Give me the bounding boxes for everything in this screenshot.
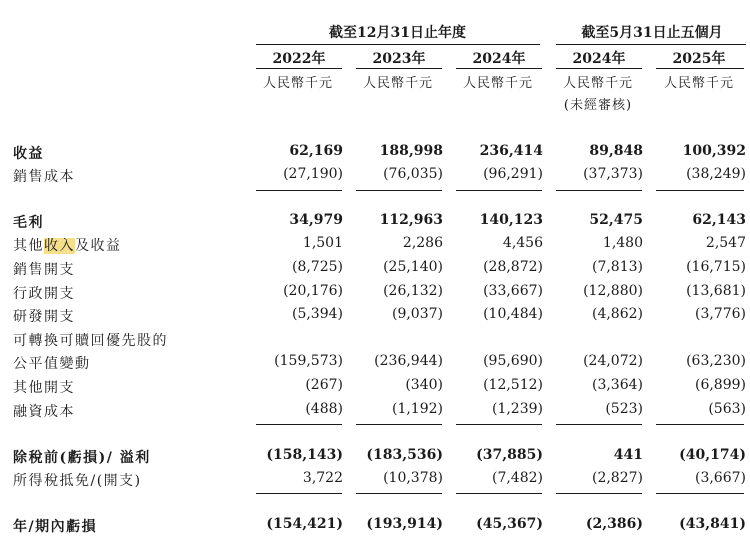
header-rule-1 — [256, 44, 540, 45]
value-cell: (10,484) — [483, 306, 543, 322]
value-cell: (267) — [305, 377, 343, 393]
value-cell: (4,862) — [591, 306, 643, 322]
unaudited-note: (未經審核) — [563, 98, 633, 113]
row-label: 銷售成本 — [13, 169, 75, 185]
value-cell: (523) — [605, 401, 643, 417]
row-label: 所得稅抵免/(開支) — [13, 473, 142, 489]
unit-label: 人民幣千元 — [663, 76, 734, 91]
subtotal-rule — [556, 493, 642, 494]
subtotal-rule — [356, 424, 442, 425]
row-label-part: 及收益 — [75, 238, 122, 254]
value-cell: (7,482) — [491, 470, 543, 486]
value-cell: (40,174) — [679, 447, 746, 463]
value-cell: (7,813) — [591, 259, 643, 275]
value-cell: (26,132) — [383, 283, 443, 299]
value-cell: 2,547 — [705, 235, 746, 251]
value-cell: (95,690) — [483, 353, 543, 369]
value-cell: (43,841) — [679, 516, 746, 532]
year-rule — [356, 68, 442, 69]
value-cell: (33,667) — [483, 283, 543, 299]
value-cell: (63,230) — [686, 353, 746, 369]
value-cell: (2,386) — [585, 516, 643, 532]
value-cell: 100,392 — [682, 143, 746, 159]
value-cell: (28,872) — [483, 259, 543, 275]
row-label — [13, 235, 122, 255]
subtotal-rule — [556, 424, 642, 425]
value-cell: (10,378) — [383, 470, 443, 486]
unit-label: 人民幣千元 — [462, 76, 533, 91]
subtotal-rule — [656, 493, 744, 494]
value-cell: 441 — [613, 447, 643, 463]
value-cell: (24,072) — [583, 353, 643, 369]
value-cell: (3,776) — [694, 306, 746, 322]
row-label-part: 其他 — [13, 238, 44, 254]
value-cell: 1,501 — [302, 235, 343, 251]
value-cell: (340) — [405, 377, 443, 393]
value-cell: (76,035) — [383, 166, 443, 182]
value-cell: (16,715) — [686, 259, 746, 275]
value-cell: 3,722 — [302, 470, 343, 486]
row-label: 銷售開支 — [13, 262, 75, 278]
subtotal-rule — [656, 190, 744, 191]
unit-label: 人民幣千元 — [362, 76, 433, 91]
subtotal-rule — [256, 190, 342, 191]
subtotal-rule — [256, 424, 342, 425]
year-2025-5m: 2025年 — [672, 51, 726, 67]
value-cell: (37,885) — [476, 447, 543, 463]
year-2024-5m: 2024年 — [572, 51, 626, 67]
value-cell: (158,143) — [266, 447, 343, 463]
value-cell: (488) — [305, 401, 343, 417]
value-cell: (38,249) — [686, 166, 746, 182]
subtotal-rule — [356, 493, 442, 494]
row-label: 年/期內虧損 — [13, 519, 98, 535]
year-2024: 2024年 — [472, 51, 526, 67]
unit-label: 人民幣千元 — [262, 76, 333, 91]
year-rule — [256, 68, 342, 69]
value-cell: (45,367) — [476, 516, 543, 532]
value-cell: (13,681) — [686, 283, 746, 299]
value-cell: 236,414 — [479, 143, 543, 159]
value-cell: (3,667) — [694, 470, 746, 486]
value-cell: 2,286 — [402, 235, 443, 251]
highlighted-text: 收入 — [44, 238, 75, 254]
row-label: 融資成本 — [13, 404, 75, 420]
subtotal-rule — [456, 493, 542, 494]
subtotal-rule — [356, 190, 442, 191]
value-cell: (9,037) — [391, 306, 443, 322]
header-period-year: 截至12月31日止年度 — [329, 25, 466, 41]
value-cell: (25,140) — [383, 259, 443, 275]
header-period-five-months: 截至5月31日止五個月 — [581, 25, 723, 41]
value-cell: (37,373) — [583, 166, 643, 182]
header-rule-2 — [556, 44, 746, 45]
subtotal-rule — [456, 424, 542, 425]
value-cell: 52,475 — [589, 212, 643, 228]
value-cell: (8,725) — [291, 259, 343, 275]
row-label: 除稅前(虧損)/ 溢利 — [13, 450, 151, 466]
value-cell: 34,979 — [289, 212, 343, 228]
value-cell: (2,827) — [591, 470, 643, 486]
subtotal-rule — [256, 493, 342, 494]
value-cell: 140,123 — [479, 212, 543, 228]
value-cell: 89,848 — [589, 143, 643, 159]
row-label: 毛利 — [13, 215, 44, 231]
value-cell: (183,536) — [366, 447, 443, 463]
subtotal-rule — [556, 190, 642, 191]
year-2023: 2023年 — [372, 51, 426, 67]
value-cell: (236,944) — [374, 353, 443, 369]
row-label: 其他開支 — [13, 380, 75, 396]
value-cell: (193,914) — [366, 516, 443, 532]
value-cell: (1,192) — [391, 401, 443, 417]
year-rule — [556, 68, 642, 69]
year-rule — [656, 68, 744, 69]
row-label: 研發開支 — [13, 309, 75, 325]
subtotal-rule — [656, 424, 744, 425]
year-rule — [456, 68, 542, 69]
value-cell: (3,364) — [591, 377, 643, 393]
value-cell: (159,573) — [274, 353, 343, 369]
row-label: 行政開支 — [13, 286, 75, 302]
value-cell: 62,169 — [289, 143, 343, 159]
value-cell: (563) — [708, 401, 746, 417]
value-cell: (12,880) — [583, 283, 643, 299]
value-cell: (12,512) — [483, 377, 543, 393]
unit-label: 人民幣千元 — [562, 76, 633, 91]
value-cell: (27,190) — [283, 166, 343, 182]
value-cell: (1,239) — [491, 401, 543, 417]
value-cell: 188,998 — [379, 143, 443, 159]
value-cell: (6,899) — [694, 377, 746, 393]
year-2022: 2022年 — [272, 51, 326, 67]
value-cell: (5,394) — [291, 306, 343, 322]
value-cell: 4,456 — [502, 235, 543, 251]
value-cell: (20,176) — [283, 283, 343, 299]
subtotal-rule — [456, 190, 542, 191]
row-label: 可轉換可贖回優先股的 — [13, 333, 168, 349]
row-label: 收益 — [13, 146, 44, 162]
value-cell: (154,421) — [266, 516, 343, 532]
value-cell: 62,143 — [692, 212, 746, 228]
value-cell: 1,480 — [602, 235, 643, 251]
value-cell: (96,291) — [483, 166, 543, 182]
value-cell: 112,963 — [379, 212, 443, 228]
row-label: 公平值變動 — [13, 356, 91, 372]
